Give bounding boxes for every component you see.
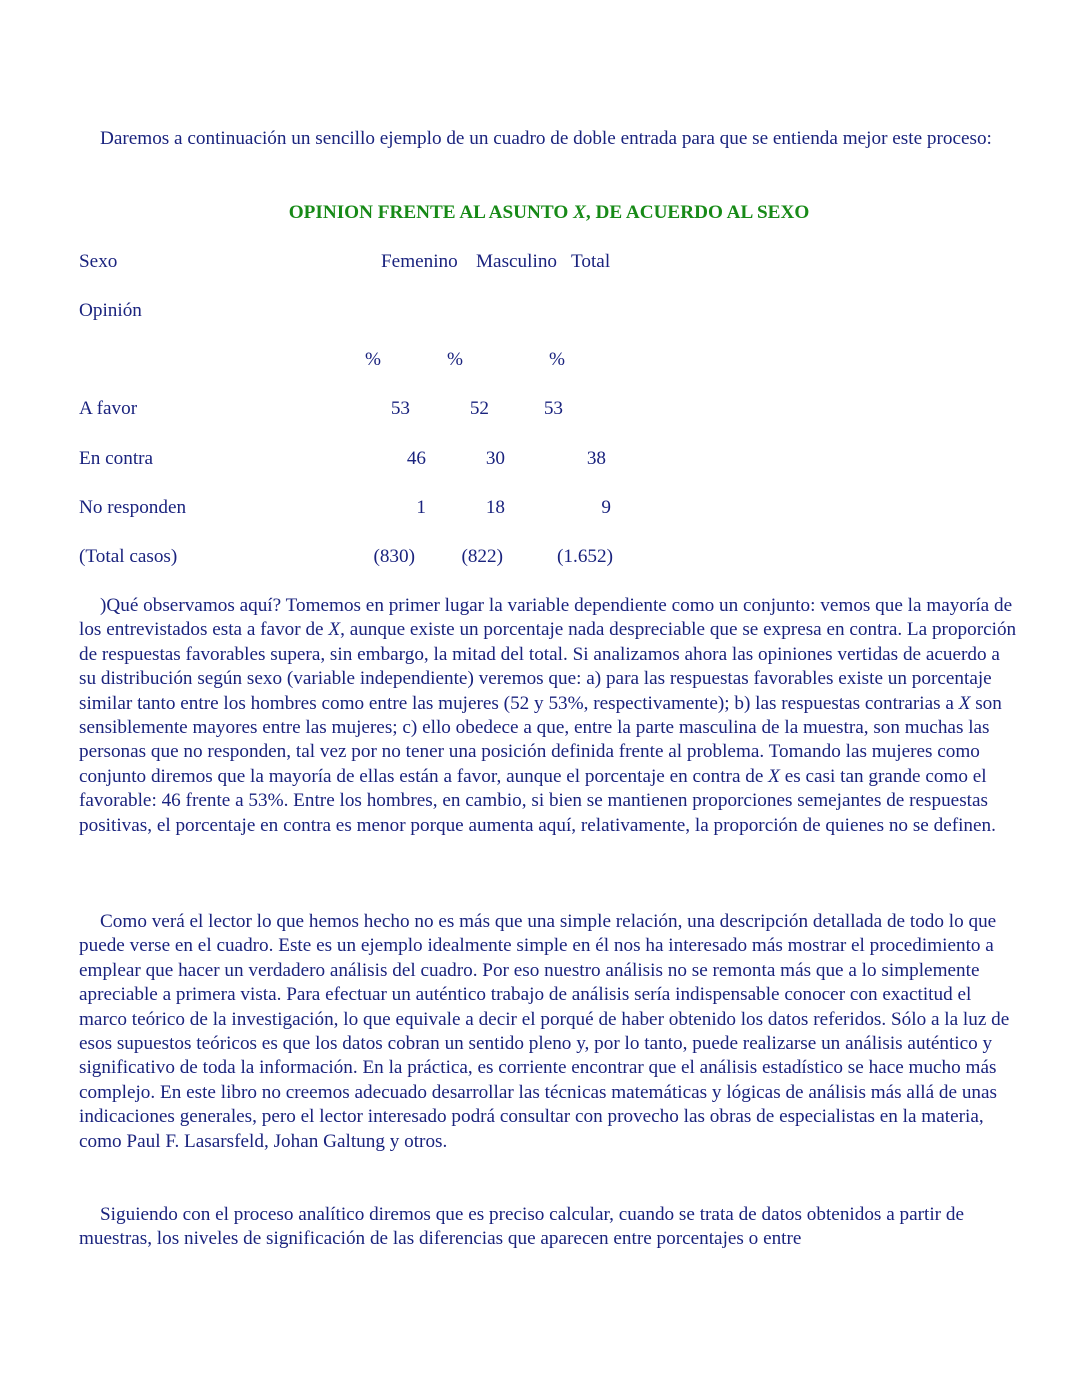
row-label-no-responden: No responden — [79, 497, 187, 518]
cell-a-favor-femenino: 53 — [390, 398, 410, 419]
variable-x: X — [328, 619, 341, 641]
variable-x: X — [958, 692, 971, 714]
table-title — [79, 201, 1019, 225]
row-label-a-favor: A favor — [79, 398, 138, 419]
cell-no-responden-femenino: 1 — [416, 497, 426, 518]
paragraph-1-part-4: es casi tan grande como el favorable: 46 frente a 53%. Entre los hombres, en cambio, si bien se mantienen proporciones semejantes de respuestas positivas, el porcentaje en contra es menor porque aumenta aquí, relativamente, la proporción de quienes no se definen. — [79, 765, 996, 836]
cell-total-casos-femenino: (830) — [373, 546, 415, 567]
table-title-variable: X — [573, 202, 586, 223]
table-title-before: OPINION FRENTE AL ASUNTO — [288, 202, 574, 223]
percent-femenino: % — [365, 349, 381, 370]
row-header-sexo: Sexo — [79, 251, 118, 272]
cell-total-casos-masculino: (822) — [461, 546, 503, 567]
cell-a-favor-total: 53 — [543, 398, 563, 419]
percent-total: % — [549, 349, 565, 370]
opinion-label: Opinión — [79, 300, 142, 321]
analysis-paragraph-1 — [79, 594, 1019, 838]
cell-no-responden-masculino: 18 — [485, 497, 505, 518]
column-header-femenino: Femenino — [381, 251, 458, 272]
intro-paragraph: Daremos a continuación un sencillo ejemplo de un cuadro de doble entrada para que se entienda mejor este proceso: — [100, 128, 992, 149]
row-label-en-contra: En contra — [79, 448, 154, 469]
cell-no-responden-total: 9 — [601, 497, 611, 518]
paragraph-1-part-2: , aunque existe un porcentaje nada despreciable que se expresa en contra. La proporción de respuestas favorables supera, sin embargo, la mitad del total. Si analizamos ahora las opiniones vertidas de acuerdo a su distribución según sexo (variable independiente) veremos que: a) para las respuestas favorables existe un porcentaje similar tanto entre los hombres como entre las mujeres (52 y 53%, respectivamente); b) las respuestas contrarias a — [79, 619, 1017, 714]
row-label-total-casos: (Total casos) — [79, 546, 178, 567]
cell-en-contra-total: 38 — [586, 448, 606, 469]
percent-masculino: % — [447, 349, 463, 370]
column-header-total: Total — [571, 251, 611, 272]
analysis-paragraph-2: Como verá el lector lo que hemos hecho no es más que una simple relación, una descripción detallada de todo lo que puede verse en el cuadro. Este es un ejemplo idealmente simple en él nos ha interesado más mostrar el procedimiento a emplear que hacer un verdadero análisis del cuadro. Por eso nuestro análisis no se remonta más que a lo simplemente apreciable a primera vista. Para efectuar un auténtico trabajo de análisis sería indispensable conocer con exactitud el marco teórico de la investigación, lo que equivale a decir el porqué de haber obtenido los datos referidos. Sólo a la luz de esos supuestos teóricos es que los datos cobran un sentido pleno y, por lo tanto, puede realizarse un análisis auténtico y significativo de toda la información. En la práctica, es corriente encontrar que el análisis estadístico se hace mucho más complejo. En este libro no creemos adecuado desarrollar las técnicas matemáticas y lógicas de análisis más allá de unas indicaciones generales, pero el lector interesado podrá consultar con provecho las obras de especialistas en la materia, como Paul F. Lasarsfeld, Johan Galtung y otros. — [79, 911, 1010, 1152]
cell-en-contra-femenino: 46 — [406, 448, 426, 469]
paragraph-1-part-1: )Qué observamos aquí? Tomemos en primer lugar la variable dependiente como un conjunto: vemos que la mayoría de los entrevistados esta a favor de — [79, 595, 1013, 641]
paragraph-1-part-3: son sensiblemente mayores entre las mujeres; c) ello obedece a que, entre la parte masculina de la muestra, son muchas las personas que no responden, tal vez por no tener una posición definida frente al problema. Tomando las mujeres como conjunto diremos que la mayoría de ellas están a favor, aunque el porcentaje en contra de — [79, 692, 1002, 787]
cell-total-casos-total: (1.652) — [557, 546, 613, 567]
table-title-after: , DE ACUERDO AL SEXO — [585, 202, 810, 223]
variable-x: X — [768, 765, 780, 787]
column-header-masculino: Masculino — [476, 251, 558, 272]
analysis-paragraph-3: Siguiendo con el proceso analítico diremos que es preciso calcular, cuando se trata de datos obtenidos a partir de muestras, los niveles de significación de las diferencias que aparecen entre porcentajes o entre — [79, 1204, 964, 1250]
cell-a-favor-masculino: 52 — [469, 398, 489, 419]
cell-en-contra-masculino: 30 — [485, 448, 505, 469]
